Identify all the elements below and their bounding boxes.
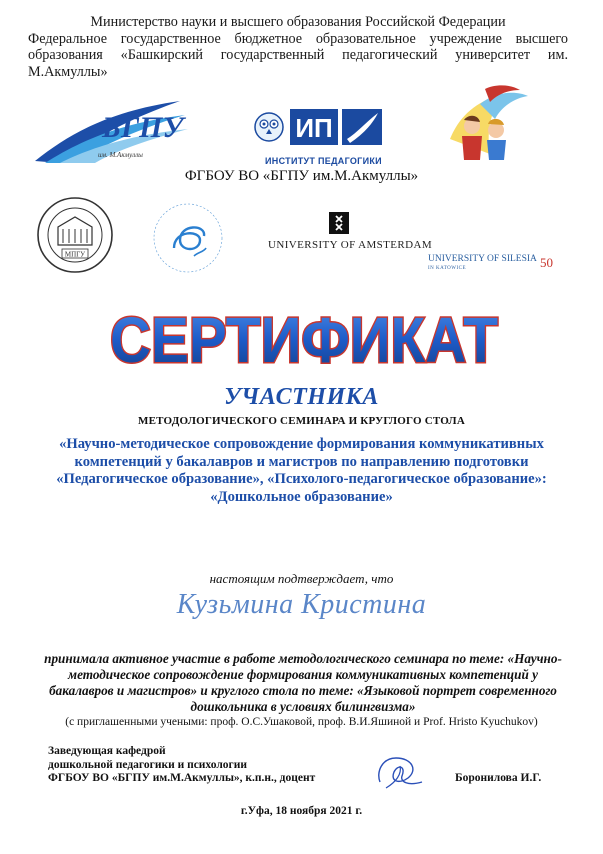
university-full-name: Федеральное государственное бюджетное образовательное учреждение высшего образования «Башкирский государственный педагогический университет им. М.Акмуллы» (28, 30, 568, 80)
certificate-title (104, 300, 504, 380)
silesia-anniversary: 50 (540, 255, 553, 270)
handwritten-signature (372, 752, 432, 792)
place-date: г.Уфа, 18 ноября 2021 г. (240, 805, 363, 817)
invited-scholars: (с приглашенными учеными: проф. О.С.Ушаковой, проф. В.И.Яшиной и Prof. Hristo Kyuchukov) (65, 716, 538, 728)
certificate-title-text: СЕРТИФИКАТ (110, 304, 498, 376)
confirm-text: настоящим подтверждает, что (209, 571, 394, 586)
certificate-subtitle: УЧАСТНИКА (224, 384, 379, 410)
svg-text:БГПУ: БГПУ (102, 111, 184, 144)
kids-festival-logo (440, 84, 530, 164)
silesia-wordmark: UNIVERSITY OF SILESIA (428, 254, 537, 264)
header (28, 14, 568, 80)
event-type: МЕТОДОЛОГИЧЕСКОГО СЕМИНАРА И КРУГЛОГО СТОЛА (138, 415, 465, 427)
signatory-line1: Заведующая кафедрой (48, 745, 166, 757)
recipient-name: Кузьмина Кристина (176, 589, 427, 620)
institute-pedagogy-logo (252, 103, 402, 163)
bgpu-caption: им. М.Акмуллы (98, 151, 143, 159)
silesia-sub: IN KATOWICE (428, 266, 467, 271)
institute-childhood-logo (150, 200, 226, 276)
ministry-line: Министерство науки и высшего образования Российской Федерации (90, 14, 506, 30)
institute-pedagogy-caption: ИНСТИТУТ ПЕДАГОГИКИ (265, 156, 382, 166)
signatory-line2: дошкольной педагогики и психологии (48, 758, 248, 771)
signatory-position (48, 745, 315, 786)
org-name: ФГБОУ ВО «БГПУ им.М.Акмуллы» (184, 168, 419, 184)
mpgu-seal (36, 195, 114, 275)
participation-text: принимала активное участие в работе методологического семинара по теме: «Научно-методическое сопровождение формирования коммуникативных компетенций у бакалавров и магистров» и круглого стола по теме: «Языковой портрет современного дошкольника в условиях билингвизма» (44, 651, 562, 714)
amsterdam-crest-icon (329, 212, 349, 234)
mpgu-seal-label: МПГУ (64, 250, 86, 259)
signatory-line3: ФГБОУ ВО «БГПУ им.М.Акмуллы», к.п.н., доцент (48, 772, 316, 784)
event-title: «Научно-методическое сопровождение формирования коммуникативных компетенций у бакалавров и магистров по направлению подготовки «Педагогическое образование», «Психолого-педагогическое образование»: «Дошкольное образование» (56, 436, 547, 505)
signer-name: Боронилова И.Г. (455, 772, 542, 784)
svg-text:ИП: ИП (295, 113, 333, 143)
amsterdam-wordmark: UNIVERSITY OF AMSTERDAM (268, 239, 433, 251)
